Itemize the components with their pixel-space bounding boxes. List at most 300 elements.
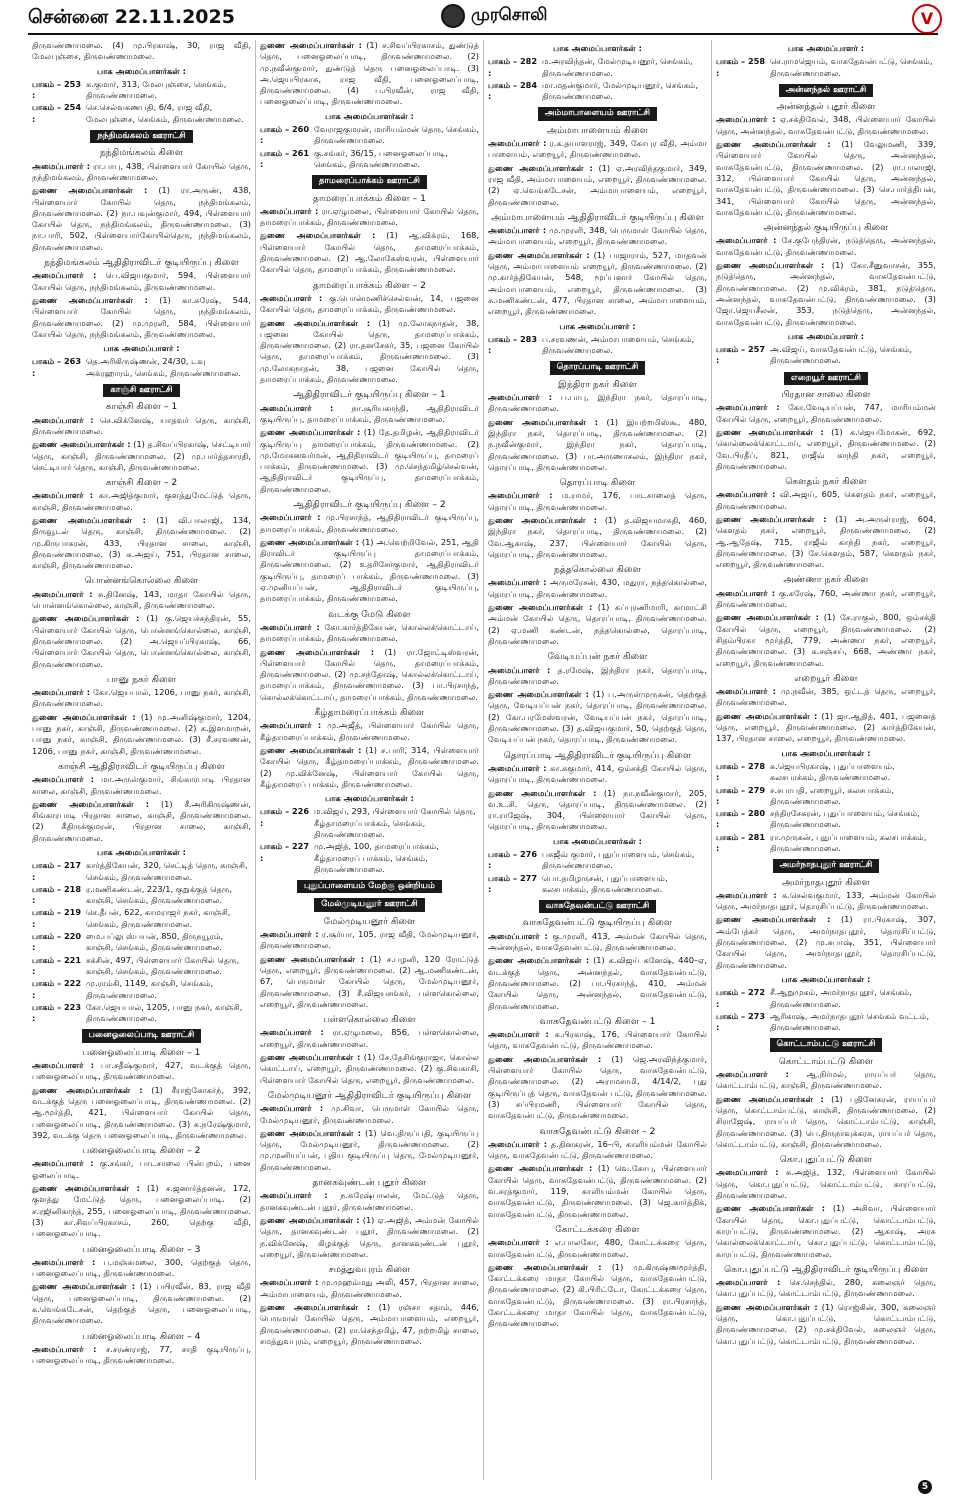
entry-text: (1) கோ.சீனுவாசன், 355, நடுத்தெரு, அன்னந்தல், வாசுதேவன்பட்டு, திருவண்ணாமலை. (2) மு.விக்ரம், 381, நடுத்தெரு, அன்னந்தல், வாசுதேவன்பட்டு, திருவண்ணாமலை. (3) ஜோ.ஜெயசீலன், 353, நடுத்தெரு, அன்னந்தல், வாசுதேவன்பட்டு, திருவண்ணாமலை. <box>716 260 936 327</box>
branch-heading: கீழ்தாமரைப்பாக்கம் கிளை <box>314 707 425 719</box>
entry-paragraph <box>716 235 936 258</box>
role-label: துணை அமைப்பாளர்கள் : <box>32 1183 140 1194</box>
section-heading: பாக அமைப்பாளர் : <box>103 343 180 354</box>
booth-number: பாகம் – 222 : <box>32 978 82 1000</box>
entry-paragraph <box>260 622 479 645</box>
entry-paragraph <box>716 1277 936 1300</box>
booth-detail: க.ஜெயபிரகாஷ், புதுப்பாளையம், கலசபாக்கம், திருவண்ணாமலை. <box>770 760 895 783</box>
booth-entry <box>716 344 936 367</box>
entry-paragraph <box>716 260 936 328</box>
entry-paragraph <box>716 588 936 611</box>
booth-entry <box>32 907 251 930</box>
role-label: துணை அமைப்பாளர்கள் : <box>716 1093 824 1104</box>
entry-text: க.செல்வகுமார், 133, அம்மன் கோயில் தெரு, அமர்நாதபுதூர், தொரசிப்பட்டு, திருவண்ணாமலை. <box>716 889 936 912</box>
entry-paragraph <box>260 427 479 495</box>
booth-number: பாகம் – 279 : <box>716 784 766 806</box>
booth-entry <box>260 806 479 840</box>
entry-text: சே.குபேந்திரன், நடுத்தெரு, அன்னந்தல், வாசுதேவன்பட்டு, திருவண்ணாமலை. <box>716 235 936 257</box>
branch-heading: வாசுதேவன்பட்டு குடியிருப்பு கிளை <box>522 917 673 929</box>
entry-paragraph <box>32 712 251 757</box>
booth-detail: வேராஜகுமரன், மாரியம்மன் தெரு, செங்கம், திருவண்ணாமலை. <box>314 124 479 146</box>
booth-detail: ம.அரவிந்தன், மேல்முடியனூர், செங்கம், திருவண்ணாமலை. <box>542 56 693 78</box>
panchayat-banner: அம்மாபாளையம் ஊராட்சி <box>538 107 657 120</box>
role-label: அமைப்பாளர் : <box>716 235 777 246</box>
role-label: துணை அமைப்பாளர்கள் : <box>260 536 359 547</box>
entry-text: (1) வி.பாலாஜி, 134, திருவூடல் தெரு, காஞ்சி, திருவண்ணாமலை. (2) மு.கிருபாகரன், 433, பிரதான சாலை, காஞ்சி, திருவண்ணாமலை. (3) சு.அஜய், 751, பிரதான சாலை, காஞ்சி, திருவண்ணாமலை. <box>32 514 251 571</box>
branch-heading: நத்தகொல்லை கிளை <box>553 564 642 576</box>
entry-text: (1) ச.பழனி, 120 ரோட்டுத் தெரு, எறையூர், திருவண்ணாமலை. (2) ஆ.மணிகண்டன், 67, பெருமாள் கோயில் தெரு, மேல்முடியனூர், திருவண்ணாமலை. (3) சீ.விஜயசங்கர், பள்ளகொல்லை, எறையூர், திருவண்ணாமலை. <box>260 953 479 1009</box>
role-label: துணை அமைப்பாளர்கள் : <box>488 787 597 798</box>
booth-entry <box>32 356 251 379</box>
entry-paragraph <box>32 161 251 184</box>
entry-text: (1) மு.கிருஷ்ணமூர்த்தி, கோட்டக்கரை மாதா கோயில் தெரு, வாசுதேவன்பட்டு, திருவண்ணாமலை. (2) கி.பிரிட்டோ, கோட்டக்கரை தெரு, வாசுதேவன்பட்டு, திருவண்ணாமலை. (3) ரா.பிரசாந்த், கோட்டக்கரை மாதா கோயில் தெரு, வாசுதேவன்பட்டு, திருவண்ணாமலை. <box>488 1261 707 1329</box>
booth-entry <box>260 124 479 147</box>
section-heading: பாக அமைப்பாளர்கள் : <box>325 110 414 121</box>
entry-text: க.பிரகாஷ், 176, பிள்ளையார் கோயில் தெரு, வாசுதேவன்பட்டு, திருவண்ணாமலை. <box>488 1029 707 1051</box>
panchayat-banner: காஞ்சி ஊராட்சி <box>103 384 179 397</box>
entry-text: மு.அஜீத், பிள்ளையார் கோயில் தெரு, கீழ்தாமரைப்பாக்கம், திருவண்ணாமலை. <box>260 720 479 742</box>
entry-text: கு.முரளி, 413, அம்மன் கோயில் தெரு, அன்னந்தல், வாசுதேவன்பட்டு, திருவண்ணாமலை. <box>488 930 707 953</box>
entry-text: (1) அசிவா, பிள்ளையார் கோயில் தெரு, கொ.புதுப்பட்டு, கொட்டாம்பட்டு, காரப்பட்டு, திருவண்ணாமலை. (2) ஆகாஷ், அரசு கொல்லைக்கொட்டாய், கொ.புதுப்பட்டு, கொட்டாம்பட்டு, காரப்பட்டு, திருவண்ணாமலை. <box>716 1203 936 1259</box>
entry-text: கு.பொன்மணிச்செல்வன், 14, பஜனை கோயில் தெரு, தாமரைப்பாக்கம், திருவண்ணாமலை. <box>260 292 479 315</box>
entry-paragraph <box>488 577 707 600</box>
entry-text: ஆ.நிர்மல், ராயப்பர் தெரு, கொட்டாம்பட்டு, காஞ்சி, திருவண்ணாமலை. <box>716 1069 936 1091</box>
entry-text: செ.விக்னேஷ், யாதவர் தெரு, காஞ்சி, திருவண்ணாமலை. <box>32 414 251 436</box>
booth-detail: சக்சின், 497, பிள்ளையார் கோயில் தெரு, காஞ்சி, செங்கம், திருவண்ணாமலை. <box>86 954 240 976</box>
entry-paragraph <box>716 686 936 709</box>
entry-paragraph <box>32 1085 251 1141</box>
entry-text: (1) அ.வெற்றிவேல், 251, ஆதி திராவிடர் குடியிருப்பு தாமரைப்பாக்கம், திருவண்ணாமலை. (2) உதரிசேர்குமார், ஆதிதிராவிடர் குடியிருப்பு, தாமரைப் பாக்கம், திருவண்ணாமலை. (3) ஏ.முனியப்பன், ஆதிதிராவிடர் குடியிருப்பு, தாமரைப்பாக்கம், திருவண்ணாமலை. <box>260 536 479 604</box>
role-label: துணை அமைப்பாளர்கள் : <box>260 1301 371 1312</box>
section-heading: பாக அமைப்பாளர்கள் : <box>553 43 642 53</box>
role-label: அமைப்பாளர் : <box>488 138 547 149</box>
role-label: துணை அமைப்பாளர்கள் : <box>260 1052 361 1063</box>
branch-heading: பனைஓலைப்பாடி கிளை – 1 <box>82 1046 201 1058</box>
booth-detail: க.குமார், 313, மேலபுஞ்சை, செங்கம், திருவண்ணாமலை. <box>86 78 227 101</box>
role-label: அமைப்பாளர் : <box>32 774 95 785</box>
branch-heading: நந்திமங்கலம் ஆதிதிராவிடர் குடியிருப்பு கிளை <box>44 257 239 269</box>
section-heading: பாக அமைப்பாளர்கள் : <box>97 847 186 857</box>
entry-paragraph <box>716 711 936 745</box>
booth-entry <box>716 761 936 784</box>
role-label: துணை அமைப்பாளர்கள் : <box>716 914 831 925</box>
branch-heading: அமர்நாதபுதூர் கிளை <box>782 876 870 888</box>
branch-heading: பொன்னங்கொல்லை கிளை <box>84 575 199 587</box>
branch-heading: தாமரைப்பாக்கம் கிளை – 2 <box>313 279 426 291</box>
entry-paragraph <box>260 318 479 386</box>
entry-text: த.ரமேஷ், இந்திரா நகர், தொரப்பாடி, திருவண்ணாமலை. <box>488 664 707 686</box>
branch-heading: பள்ளகொல்லை கிளை <box>323 1014 416 1026</box>
entry-paragraph <box>260 293 479 316</box>
role-label: துணை அமைப்பாளர்கள் : <box>716 1203 825 1214</box>
section-heading: பாக அமைப்பாளர்கள் : <box>553 835 642 846</box>
entry-text: ரா.பாபு, 438, பிள்ளையார் கோயில் தெரு, நந்திமங்கலம், திருவண்ணாமலை. <box>32 160 251 182</box>
branch-heading: பனைஓலைப்பாடி கிளை – 3 <box>82 1243 201 1255</box>
entry-text: ர.சூர்யா, 105, ராஜ வீதி, மேல்முடியனூர், திருவண்ணாமலை. <box>260 929 479 951</box>
role-label: துணை அமைப்பாளர்கள் : <box>32 1281 135 1292</box>
masthead <box>0 0 972 38</box>
branch-heading: அம்மாபாளையம் ஆதிதிராவிடர் குடியிருப்பு கிளை <box>491 211 704 223</box>
booth-detail: செ.செல்வகணபதி, 6/4, ராஜ வீதி, மேலபுஞ்சை, செங்கம், திருவண்ணாமலை. <box>86 102 244 124</box>
entry-text: கோ.கார்த்திகேயன், கொல்லக்கொட்டாய், தாமரைப்பாக்கம், திருவண்ணாமலை. <box>260 621 479 644</box>
entry-text: (1) ஏ.அரவிந்தகுமார், 349, ராஜ வீதி, அம்மாபாளையம், எறையூர், திருவண்ணாமலை. (2) ஏ.வெங்கடேசன், அம்மாபாளையம், எறையூர், திருவண்ணாமலை. <box>488 162 707 207</box>
entry-paragraph <box>260 720 479 743</box>
branch-heading: கெளதம் நகர் கிளை <box>785 476 867 488</box>
entry-text: ச.சரண்ராஜ், 77, சாதி குடியிருப்பு, பனைஓலைப்பாடி, திருவண்ணாமலை. <box>32 1343 251 1366</box>
branch-heading: கோட்டக்கரை கிளை <box>555 1223 640 1235</box>
role-label: துணை அமைப்பாளர்கள் : <box>716 513 827 524</box>
entry-paragraph <box>32 1060 251 1083</box>
entry-paragraph <box>488 250 707 318</box>
entry-text: கு.சங்கர், பாடசாலை பின்புறம், பனை ஓலைப்பாடி. <box>32 1158 251 1180</box>
booth-number: பாகம் – 220 : <box>32 931 82 953</box>
role-label: துணை அமைப்பாளர்கள் : <box>32 613 140 624</box>
booth-entry <box>488 56 707 79</box>
role-label: துணை அமைப்பாளர்கள் : <box>32 439 131 450</box>
booth-detail: ரா.முருகன், புதுப்பாளையம், கலசபாக்கம், திருவண்ணாமலை. <box>770 831 927 853</box>
booth-entry <box>32 931 251 954</box>
entry-paragraph <box>260 1190 479 1213</box>
role-label: துணை அமைப்பாளர்கள் : <box>488 689 589 700</box>
entry-paragraph <box>32 270 251 293</box>
entry-paragraph <box>260 512 479 535</box>
booth-entry <box>32 79 251 102</box>
entry-text: சு.அஜித், 132, பிள்ளையார் கோயில் தெரு, கொ.புதுப்பட்டு, கொட்டாம்பட்டு, காரப்பட்டு, திருவண்ணாமலை. <box>716 1167 936 1201</box>
entry-text: (1) புதினேசுரன், ராயப்பர் தெரு, கொட்டாம்பட்டு, காஞ்சி, திருவண்ணாமலை. (2) சிராஜேஷ், ராயப்பர் தெரு, கொட்டாம்பட்டு, காஞ்சி, திருவண்ணாமலை. (3) பெ.திருநாவுக்கரசு, ராயப்பர் தெரு, கொட்டாம்பட்டு, காஞ்சி, திருவண்ணாமலை. <box>716 1093 936 1149</box>
entry-paragraph <box>488 1029 707 1052</box>
entry-paragraph <box>716 612 936 668</box>
entry-paragraph <box>32 1183 251 1239</box>
role-label: அமைப்பாளர் : <box>488 225 547 236</box>
booth-detail: கோ.ஜெயபால், 1205, பானு நகர், காஞ்சி, திருவண்ணாமலை. <box>86 1001 243 1024</box>
entry-paragraph <box>260 1027 479 1050</box>
entry-text: ரா.ஏழுமலை, 856, பள்ளகொல்லை, எறையூர், திருவண்ணாமலை. <box>260 1027 479 1049</box>
role-label: அமைப்பாளர் : <box>716 587 775 598</box>
section-heading: பாக அமைப்பாளர் : <box>559 320 636 331</box>
entry-text: மு.முஹம்மது அலி, 457, பிரதான சாலை, அம்மாபாளையம், திருவண்ணாமலை. <box>260 1277 479 1299</box>
role-label: துணை அமைப்பாளர்கள் : <box>32 1084 143 1095</box>
role-label: அமைப்பாளர் : <box>32 1060 95 1071</box>
booth-number: பாகம் – 260 : <box>260 124 310 146</box>
role-label: அமைப்பாளர் : <box>260 1190 328 1201</box>
booth-detail: ஆரிகாஷ், அமர்நாதபுதூர் செங்கம் வட்டம், திருவண்ணாமலை. <box>770 1010 930 1033</box>
entry-paragraph <box>488 1262 707 1330</box>
entry-paragraph <box>260 929 479 952</box>
entry-text: (1) ரா.பிரகாஷ், 307, அம்பேத்கர் தெரு, அமர்நாதபுதூர், தொரசிப்பட்டு, திருவண்ணாமலை. (2) மு.சுபாஷ், 351, பிள்ளையார் கோயில் தெரு, அமர்நாதபுதூர், தொரசிப்பட்டு, திருவண்ணாமலை. <box>716 914 937 970</box>
entry-paragraph <box>488 931 707 954</box>
booth-entry <box>32 955 251 978</box>
role-label: அமைப்பாளர் : <box>260 621 320 632</box>
entry-paragraph <box>32 774 251 797</box>
role-label: அமைப்பாளர் : <box>716 1167 779 1178</box>
role-label: துணை அமைப்பாளர்கள் : <box>260 646 375 657</box>
booth-detail: ம.விஜய், 293, பிள்ளையார் கோயில் தெரு, கீழ்தாமரைப்பாக்கம், செங்கம், திருவண்ணாமலை. <box>314 806 476 839</box>
role-label: துணை அமைப்பாளர்கள் : <box>488 514 597 525</box>
booth-number: பாகம் – 253 : <box>32 78 82 101</box>
entry-paragraph <box>716 1302 936 1347</box>
entry-text: (1) மு.அனிஷ்குமார், 1204, பானு நகர், காஞ்சி, திருவண்ணாமலை. (2) க.இளமாறன், பானு நகர், காஞ்சி, திருவண்ணாமலை. (3) சீ.சரவணன், 1206, பானு நகர், காஞ்சி, திருவண்ணாமலை. <box>32 711 251 756</box>
page-number: 5 <box>918 1480 932 1494</box>
entry-paragraph <box>260 745 479 790</box>
entry-paragraph <box>488 1139 707 1162</box>
role-label: துணை அமைப்பாளர்கள் : <box>716 139 831 150</box>
role-label: துணை அமைப்பாளர்கள் : <box>488 162 593 173</box>
branch-heading: மேல்முடியனூர் ஆதிதிராவிடர் குடியிருப்பு கிளை <box>267 1089 472 1101</box>
entry-text: நா.சூரியகாந்தி, ஆதிதிராவிடர் குடியிருப்பு, தாமரைப்பாக்கம், திருவண்ணாமலை. <box>260 402 479 424</box>
booth-number: பாகம் – 276 : <box>488 849 538 871</box>
role-label: துணை அமைப்பாளர்கள் : <box>32 185 148 196</box>
role-label: துணை அமைப்பாளர்கள் : <box>260 427 361 438</box>
branch-heading: தானகவுண்டன் புதூர் கிளை <box>312 1177 427 1189</box>
branch-heading: காஞ்சி கிளை – 1 <box>105 401 178 413</box>
entry-paragraph <box>260 1277 479 1300</box>
booth-entry <box>32 860 251 883</box>
role-label: அமைப்பாளர் : <box>32 270 97 281</box>
branch-heading: தாமரைப்பாக்கம் கிளை – 1 <box>313 192 426 204</box>
entry-paragraph <box>488 955 707 1011</box>
panchayat-banner: புதுப்பாளையம் மேற்கு ஒன்றியம் <box>297 880 442 893</box>
entry-paragraph <box>716 427 936 472</box>
column-3 <box>484 40 712 1480</box>
entry-text: மா.அருள்குமார், சிங்காரபாடி பிரதான சாலை, காஞ்சி, திருவண்ணாமலை. <box>32 774 251 796</box>
booth-detail: சந்திரசேகரன், புதுப்பாளையம், செங்கம், திருவண்ணாமலை. <box>770 808 920 830</box>
article-columns <box>28 40 940 1480</box>
branch-heading: கொ.புதுப்பட்டு கிளை <box>779 1154 873 1166</box>
role-label: துணை அமைப்பாளர்கள் : <box>488 602 593 613</box>
entry-paragraph <box>716 914 936 970</box>
role-label: துணை அமைப்பாளர்கள் : <box>488 1053 602 1064</box>
branch-heading: மேல்முடியனூர் கிளை <box>323 915 416 927</box>
entry-text: ர.க.தயாளராஜ், 349, கோபுர வீதி, அம்மா பாளையம், எறையூர், திருவண்ணாமலை. <box>488 138 707 160</box>
booth-number: பாகம் – 226 : <box>260 806 310 828</box>
booth-number: பாகம் – 280 : <box>716 808 766 830</box>
entry-paragraph <box>488 1163 707 1219</box>
entry-paragraph <box>488 138 707 161</box>
entry-text: (1) வெ.திருப்பதி, குடியிருப்பு தெரு, மேல்முடியனூர், திருவண்ணாமலை. (2) மு.முனியப்பன், புதிய குடியிருப்பு தெரு, மேல்முடியனூர், திருவண்ணாமலை. <box>260 1127 480 1172</box>
branch-heading: வடக்கு மேடு கிளை <box>328 608 411 620</box>
panchayat-banner: மேல்முடியனூர் ஊராட்சி <box>314 898 425 911</box>
entry-paragraph <box>260 954 479 1010</box>
entry-text: (1) ஜா.ஆதித், 401, பஜனைத் தெரு, எறையூர், திருவண்ணாமலை. (2) கார்த்திகேயன், 137, பிரதான சாலை, எறையூர், திருவண்ணாமலை. <box>716 710 936 744</box>
entry-paragraph <box>32 295 251 340</box>
branch-heading: வேடியப்பன் நகர் கிளை <box>547 651 648 663</box>
role-label: அமைப்பாளர் : <box>488 392 552 403</box>
booth-detail: மா.மதன்குமார், மேல்முடியனூர், செங்கம், திருவண்ணாமலை. <box>542 79 699 102</box>
role-label: அமைப்பாளர் : <box>488 490 553 501</box>
branch-heading: எறையூர் கிளை <box>794 672 858 684</box>
entry-text: ப.மஞ்சுமலை, 300, தெற்குத் தெரு, பனைஓலைப்பாடி, திருவண்ணாமலை. <box>32 1256 251 1279</box>
booth-number: பாகம் – 221 : <box>32 954 82 976</box>
entry-paragraph <box>260 647 479 703</box>
role-label: துணை அமைப்பாளர்கள் : <box>716 710 818 721</box>
booth-number: பாகம் – 284 : <box>488 79 538 102</box>
role-label: துணை அமைப்பாளர்கள் : <box>260 40 362 50</box>
branch-heading: பானு நகர் கிளை <box>106 673 177 685</box>
booth-detail: கு.சங்கர், 36/15, பனைஓலைப்பாடி, செங்கம், திருவண்ணாமலை. <box>314 147 448 169</box>
section-heading: பாக அமைப்பாளர்கள் : <box>781 747 871 758</box>
entry-text: (1) நா.நவீன்குமார், 205, வ.உ.சி. தெரு, தொரப்பாடி, திருவண்ணாமலை. (2) ரா.ராஜேஷ், 304, பிள்ளையார் கோயில் தெரு, தொரப்பாடி, திருவண்ணாமலை. <box>488 787 707 832</box>
branch-heading: வாசுதேவன்பட்டு கிளை – 1 <box>539 1015 656 1027</box>
booth-entry <box>488 849 707 872</box>
role-label: அமைப்பாளர் : <box>716 889 777 900</box>
entry-paragraph <box>32 613 251 669</box>
panchayat-banner: பனைஓலைப்பாடி ஊராட்சி <box>82 1029 202 1042</box>
entry-text: மு.நவீன், 385, ஒட்டத் தெரு, எறையூர், திருவண்ணாமலை. <box>716 686 936 708</box>
booth-detail: அ.விஜய், வாசுதேவன்பட்டு, செங்கம், திருவண்ணாமலை. <box>770 344 913 366</box>
role-label: துணை அமைப்பாளர்கள் : <box>716 260 825 271</box>
entry-paragraph <box>716 489 936 512</box>
entry-paragraph <box>716 890 936 913</box>
section-heading: பாக அமைப்பாளர் : <box>787 330 865 341</box>
entry-paragraph <box>32 490 251 513</box>
booth-number: பாகம் – 223 : <box>32 1001 82 1024</box>
entry-text: (1) வேலுமணி, 339, பிள்ளையார் கோயில் தெரு, அன்னந்தல், வாசுதேவன்பட்டு, திருவண்ணாமலை. (2) ரா.பாலாஜி, 312, பிள்ளையார் கோயில் தெரு, அன்னந்தல், வாசுதேவன்பட்டு, திருவண்ணாமலை. (3) செ.பார்த்திபன், 341, பிள்ளையார் கோயில் தெரு, அன்னந்தல், வாசுதேவன்பட்டு, திருவண்ணாமலை. <box>716 139 936 217</box>
panchayat-banner: அன்னந்தல் ஊராட்சி <box>779 84 874 97</box>
booth-number: பாகம் – 217 : <box>32 860 82 882</box>
entry-paragraph <box>32 589 251 612</box>
branch-heading: நந்திமங்கலம் கிளை <box>99 147 184 159</box>
header-rule <box>28 33 938 35</box>
entry-paragraph <box>716 1094 936 1150</box>
entry-paragraph <box>488 602 707 647</box>
entry-text: ஏ.சக்திவேல், 348, பிள்ளையார் கோயில் தெரு, அன்னந்தல், வாசுதேவன்பட்டு, திருவண்ணாமலை. <box>716 114 936 136</box>
entry-text: (1) க.விஜய் கனேஷ், 440–ஏ, வடக்குத் தெரு, அன்னந்தல், வாசுதேவன்பட்டு, திருவண்ணாமலை. (2) பா.பிரசாந்த், 410, அம்மன் கோயில் தெரு, அன்னந்தல், வாசுதேவன்பட்டு, திருவண்ணாமலை. <box>488 955 707 1011</box>
entry-paragraph <box>716 1069 936 1092</box>
paper-name: முரசொலி <box>471 5 548 25</box>
entry-text: (1) ஆ.விக்ரம், 168, பிள்ளையார் கோயில் தெரு, தாமரைப்பாக்கம், திருவண்ணாமலை. (2) ஆ.லோகேஸ்வரன், பிள்ளையார் கோயில் தெரு, தாமரைப்பாக்கம், திருவண்ணாமலை. <box>260 230 479 275</box>
entry-text: (1) ச.சிவப்பிரகாசம், துண்டுத் தெரு, பனைஓலைப்பாடி, திருவண்ணாமலை. (2) மு.நவீன்குமார், துண்டுத் தெரு பனைஓலைப்பாடி. (3) அ.ஜெயபிரகாசு, ராஜ வீதி, பனைஓலைப்பாடி, திருவண்ணாமலை. (4) ப.பிரவீன், ராஜ வீதி, பனைஓலைப்பாடி, திருவண்ணாமலை. <box>260 40 479 107</box>
role-label: துணை அமைப்பாளர்கள் : <box>488 416 599 427</box>
entry-text: கா.சுகுமார், 414, ஒம்சக்தி கோயில் தெரு, தொரப்பாடி, திருவண்ணாமலை. <box>488 762 707 785</box>
entry-paragraph <box>716 114 936 137</box>
entry-paragraph <box>488 1237 707 1260</box>
booth-entry <box>32 978 251 1001</box>
booth-number: பாகம் – 257 : <box>716 344 766 366</box>
booth-detail: ச.சபாபதி, எறையூர், கலசபாக்கம், திருவண்ணாமலை. <box>770 784 894 806</box>
booth-number: பாகம் – 218 : <box>32 883 82 906</box>
entry-paragraph <box>260 206 479 229</box>
entry-text: (1) கா.சுரேஷ், 544, பிள்ளையார் கோயில் தெரு, நந்திமங்கலம், திருவண்ணாமலை. (2) மு.முரளி, 584, பிள்ளையார் கோயில் தெரு, நந்திமங்கலம், திருவண்ணாமலை. <box>32 294 251 339</box>
entry-text: திருவண்ணாமலை. (4) மு.பிரகாஷ், 30, ராஜ வீதி, மேலபுஞ்சை, திருவண்ணாமலை. <box>32 40 251 62</box>
branch-heading: தொரப்பாடி ஆதிதிராவிடர் குடியிருப்பு கிளை <box>503 749 692 761</box>
entry-text: (1) த.விஜயமாசுதி, 460, இந்திரா நகர், தொரப்பாடி, திருவண்ணாமலை. (2) வே.ஆகாஷ், 237, பிள்ளையார் கோயில் தெரு, தொரப்பாடி, திருவண்ணாமலை. <box>488 514 707 559</box>
branch-heading: அன்னந்தல் குடியிருப்பு கிளை <box>763 222 889 234</box>
role-label: அமைப்பாளர் : <box>260 1103 324 1114</box>
entry-text: (1) அ.அருள்ராஜ், 604, கெளதம் நகர், எறையூர், திருவண்ணாமலை. (2) ஆ.ஆதேஷ், 715, ராஜீவ் காந்தி நகர், எறையூர், திருவண்ணாமலை. (3) சே.கெளதம், 587, கெளதம் நகர், எறையூர், திருவண்ணாமலை. <box>716 513 937 570</box>
booth-entry <box>716 987 936 1010</box>
entry-text: (1) ரொஜ்கின், 300, கலைஞர் தெரு, கொ.புதுப்பட்டு, கொட்டாம்பட்டு, திருவண்ணாமலை. (2) மு.சக்திவேல், கலைஞர் தெரு, கொ.புதுப்பட்டு, கொட்டாம்பட்டு, திருவண்ணாமலை. <box>716 1301 936 1346</box>
entry-paragraph <box>260 403 479 426</box>
entry-paragraph <box>32 439 251 473</box>
entry-text: (1) மு.லோகநாதன், 38, பஜனை கோயில் தெரு, தாமரைப்பாக்கம், திருவண்ணாமலை. (2) ரா.தனசேகர், 35, பஜனை கோயில் தெரு, தாமரைப்பாக்கம், திருவண்ணாமலை. (3) மு.லோகநாதன், 38, பஜனை கோயில் தெரு, தாமரைப்பாக்கம், திருவண்ணாமலை. <box>260 317 479 385</box>
entry-text: (1) ச.பாரி, 314, பிள்ளையார் கோயில் தெரு, கீழ்தாமரைப்பாக்கம், திருவண்ணாமலை. (2) மு.விக்னேஷ், பிள்ளையார் கோயில் தெரு, கீழ்தாமரைப் பாக்கம், திருவண்ணாமலை. <box>260 744 479 789</box>
booth-number: பாகம் – 254 : <box>32 102 82 124</box>
entry-paragraph <box>716 514 936 570</box>
entry-text: பா.சதீஷ்குமார், 427, வடக்குத் தெரு, பனைஓலைப்பாடி, திருவண்ணாமலை. <box>32 1060 251 1082</box>
role-label: துணை அமைப்பாளர்கள் : <box>32 711 136 722</box>
role-label: அமைப்பாளர் : <box>716 402 780 413</box>
booth-number: பாகம் – 258 : <box>716 56 766 78</box>
entry-paragraph <box>716 402 936 425</box>
entry-text: கு.சுரேஷ், 760, அண்ணா நகர், எறையூர், திருவண்ணாமலை. <box>716 587 936 610</box>
entry-text: பெ.விஜயகுமார், 594, பிள்ளையார் கோயில் தெரு, நந்திமங்கலம், திருவண்ணாமலை. <box>32 270 251 292</box>
branch-heading: இந்திரா நகர் கிளை <box>558 378 637 390</box>
booth-number: பாகம் – 277 : <box>488 872 538 894</box>
role-label: துணை அமைப்பாளர்கள் : <box>32 798 150 809</box>
role-label: அமைப்பாளர் : <box>488 1138 547 1149</box>
booth-entry <box>488 80 707 103</box>
role-label: அமைப்பாளர் : <box>32 588 93 599</box>
role-label: துணை அமைப்பாளர்கள் : <box>260 1127 362 1138</box>
branch-heading: காஞ்சி கிளை – 2 <box>105 477 178 489</box>
edition-badge: V <box>912 4 942 34</box>
entry-paragraph <box>32 185 251 253</box>
entry-text: (1) ப.அருள்முருகன், தெற்குத் தெரு, வேடியப்பன் நகர், தொரப்பாடி, திருவண்ணாமலை. (2) கோ.பரமேஸ்வரன், வேடியப்பன் நகர், தொரப்பாடி, திருவண்ணாமலை. (3) த.விஜயகுமார், 50, தெற்குத் தெரு, வேடியப்பன் நகர், தொரப்பாடி, திருவண்ணாமலை. <box>488 689 708 745</box>
entry-paragraph <box>260 1215 479 1260</box>
branch-heading: ஆதிதிராவிடர் குடியிருப்பு கிளை – 1 <box>293 389 446 401</box>
entry-paragraph <box>716 1167 936 1201</box>
booth-number: பாகம் – 273 : <box>716 1010 766 1033</box>
role-label: அமைப்பாளர் : <box>260 1027 324 1038</box>
entry-paragraph <box>260 40 479 108</box>
role-label: அமைப்பாளர் : <box>716 1277 781 1288</box>
booth-detail: மை.பப்லு ஸ்பயன், 850, திருநயூரம், காஞ்சி, செங்கம், திருவண்ணாமலை. <box>86 931 224 953</box>
role-label: அமைப்பாளர் : <box>260 402 334 413</box>
entry-text: (1) ரா.ஜோட்டிஸ்வரன், பிள்ளையார் கோயில் தெரு, தாமரைப்பாக்கம், திருவண்ணாமலை. (2) மு.சந்தோஷ், கொல்லக்கொட்டாய், தாமரைப்பாக்கம், திருவண்ணாமலை. (3) பா.பிரசாந்த், கொல்லக்கொட்டாய், தாமரைப்பாக்கம், திருவண்ணாமலை. <box>260 646 480 702</box>
entry-paragraph <box>260 1052 479 1086</box>
entry-text: (1) பயிரவீன், 83, ராஜ வீதி தெரு, பனைஓலைப்பாடி, திருவண்ணாமலை. (2) க.வெங்கடேசன், தெற்குத் தெரு, பனைஓலைப்பாடி, திருவண்ணாமலை. <box>32 1281 251 1326</box>
entry-text: மு.சிவா, பெருமாள் கோயில் தெரு, மேல்முடியனூர், திருவண்ணாமலை. <box>260 1103 479 1125</box>
entry-paragraph <box>260 1128 479 1173</box>
entry-text: (1) க.ஜெயமோகன், 692, கொல்லைக்கொட்டாய், எறையூர், திருவண்ணாமலை. (2) வே.பிரதீப், 821, ராஜீவ் காந்தி நகர், எறையூர், திருவண்ணாமலை. <box>716 426 936 471</box>
entry-paragraph <box>488 788 707 833</box>
booth-entry <box>488 873 707 896</box>
branch-heading: சமத்துவபுரம் கிளை <box>328 1264 411 1276</box>
entry-paragraph <box>488 665 707 688</box>
entry-text: (1) சீராஜ்கோகர்ந், 392, வடக்குத் தெரு பனைஓலைப்பாடி, திருவண்ணாமலை. (2) ஆ.மூர்த்தி, 421, பிள்ளையார் கோயில் தெரு, பனைஓலைப்பாடி, திருவண்ணாமலை. (3) சு.நரேஷ்குமார், 392, வடக்கு தெரு பனைஓலைப்பாடி, திருவண்ணாமலை. <box>32 1084 251 1140</box>
entry-paragraph <box>32 1158 251 1181</box>
role-label: அமைப்பாளர் : <box>716 1069 789 1080</box>
booth-entry <box>32 1002 251 1025</box>
column-2 <box>256 40 484 1480</box>
role-label: அமைப்பாளர் : <box>716 489 776 500</box>
role-label: அமைப்பாளர் : <box>260 1277 319 1288</box>
role-label: அமைப்பாளர் : <box>488 762 547 773</box>
role-label: அமைப்பாளர் : <box>716 686 777 697</box>
entry-paragraph <box>32 415 251 438</box>
entry-text: (1) ரஞ்சா சதாம், 446, பெருமாள் கோயில் தெரு, அம்மாபாளையம், எறையூர், திருவண்ணாமலை. (2) ரா.செந்தமிழ், 47, நற்றமிழ் சாலை, சமத்துவபுரம், எறையூர், திருவண்ணாமலை. <box>260 1301 480 1346</box>
role-label: அமைப்பாளர் : <box>716 114 776 125</box>
role-label: அமைப்பாளர் : <box>488 664 551 675</box>
rising-sun-emblem-icon <box>441 4 465 28</box>
booth-entry <box>716 56 936 79</box>
booth-number: பாகம் – 278 : <box>716 760 766 783</box>
booth-entry <box>260 841 479 875</box>
entry-paragraph <box>488 417 707 473</box>
section-heading: பாக அமைப்பாளர்கள் : <box>325 793 414 804</box>
role-label: துணை அமைப்பாளர்கள் : <box>260 317 370 328</box>
entry-paragraph <box>488 163 707 208</box>
entry-text: (1) ரா.அருண், 438, பிள்ளையார் கோயில் தெரு, நந்திமங்கலம், திருவண்ணாமலை. (2) நா.பவுன்குமார், 494, பிள்ளையார் கோயில் தெரு, நந்திமங்கலம், திருவண்ணாமலை. (3) நா.பாரி, 502, பிள்ளையார்கோயில்தெரு, நந்திமங்கலம், திருவண்ணாமலை. <box>32 185 252 252</box>
booth-detail: மு.அஜித், 100, தாமரைப்பாக்கம், கீழ்தாமரைப் பாக்கம், செங்கம், திருவண்ணாமலை. <box>314 841 439 874</box>
panchayat-banner: தாமரைப்பாக்கம் ஊராட்சி <box>312 175 427 188</box>
panchayat-banner: எறையூர் ஊராட்சி <box>784 372 868 385</box>
entry-paragraph <box>488 490 707 513</box>
entry-text: கோ.ஜெயபால், 1206, பானு நகர், காஞ்சி, திருவண்ணாமலை. <box>32 687 251 709</box>
entry-text: த.தினகரன், 16–பி, காளியம்மன் கோயில் தெரு, வாசுதேவன்பட்டு, திருவண்ணாமலை. <box>488 1138 707 1161</box>
booth-detail: செ.தீபன், 622, காமராஜர் நகர், காஞ்சி, செங்கம், திருவண்ணாமலை. <box>86 907 231 929</box>
section-heading: பாக அமைப்பாளர்கள் : <box>97 65 186 76</box>
